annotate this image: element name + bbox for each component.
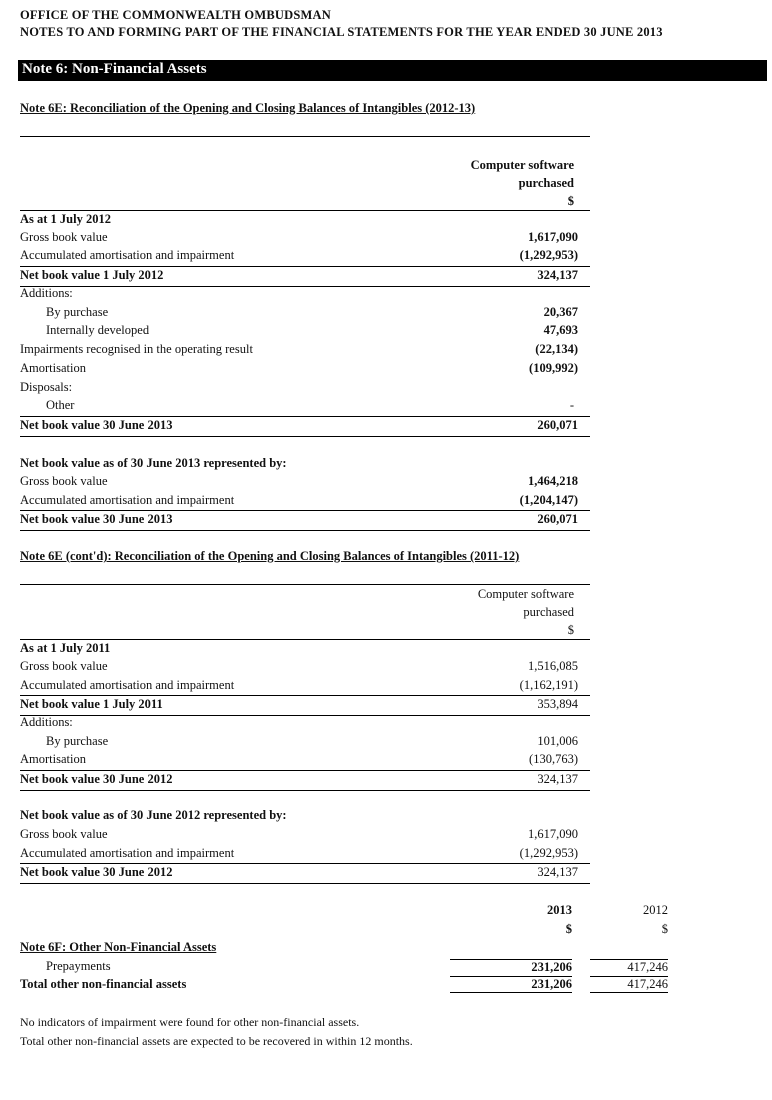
row-value: 1,516,085 [528,659,578,673]
row-value: 101,006 [537,734,578,748]
row-value-2013: 231,206 [450,976,572,993]
row-label: Additions: [20,286,73,300]
table-row [20,826,590,845]
row-label: Accumulated amortisation and impairment [20,493,235,507]
row-label: Prepayments [46,959,111,973]
table-row [20,416,590,437]
row-label: Amortisation [20,361,86,375]
table-row [20,677,590,696]
row-value: - [569,398,574,412]
row-value: 324,137 [537,268,578,282]
note6e-represented-title: Net book value as of 30 June 2013 represented by: [20,456,287,470]
row-value: 324,137 [537,772,578,786]
table-row [20,639,590,659]
row-label: Accumulated amortisation and impairment [20,846,235,860]
row-label: As at 1 July 2012 [20,212,111,226]
table-row [20,695,590,716]
row-value-2012: 417,246 [590,959,668,975]
row-label: Gross book value [20,474,108,488]
row-label: Gross book value [20,827,108,841]
table-row [20,285,590,304]
note6e-cont-title: Note 6E (cont'd): Reconciliation of the Opening and Closing Balances of Intangibles (2011-12) [20,549,520,563]
table-row [20,247,590,266]
note-title: Note 6: Non-Financial Assets [22,61,207,77]
table-row [20,770,590,791]
table-row [20,751,590,770]
table-row [20,733,590,752]
report-header-line1: OFFICE OF THE COMMONWEALTH OMBUDSMAN [20,8,331,22]
footnote [20,1013,440,1051]
table-row [20,341,590,360]
table-row [20,714,590,733]
row-value: 260,071 [537,512,578,526]
row-value: (1,162,191) [519,678,578,692]
row-label: Additions: [20,715,73,729]
table-row [20,473,590,492]
row-value: (109,992) [529,361,578,375]
footnote-line1: No indicators of impairment were found for other non-financial assets. [20,1015,360,1029]
row-value: 1,617,090 [528,827,578,841]
table-row [20,492,590,511]
row-label: As at 1 July 2011 [20,641,111,655]
col-header-unit: $ [567,623,574,637]
table-row [20,379,590,398]
note6e-cont-represented-title: Net book value as of 30 June 2012 represented by: [20,808,287,822]
footnote-line2: Total other non-financial assets are expected to be recovered in within 12 months. [20,1034,413,1048]
row-value: (130,763) [529,752,578,766]
note6e-column-header [440,156,574,210]
row-value-2012: 417,246 [590,976,668,993]
row-label: Net book value 30 June 2013 [20,418,173,432]
note6e-cont-column-header [440,585,574,639]
table-row [20,397,590,416]
row-label: Accumulated amortisation and impairment [20,248,235,262]
row-label: Net book value 1 July 2012 [20,268,164,282]
row-value: 1,464,218 [528,474,578,488]
row-value: (1,204,147) [519,493,578,507]
table-row [20,863,590,884]
row-value: (1,292,953) [519,846,578,860]
note-title-band [18,60,767,81]
row-label: Gross book value [20,230,108,244]
row-value: 47,693 [543,323,578,337]
row-label: By purchase [46,305,109,319]
row-label: Other [46,398,75,412]
table-row [20,210,590,230]
table-row [20,510,590,531]
row-label: Disposals: [20,380,73,394]
col-header-unit: $ [567,194,574,208]
row-label: Net book value 30 June 2012 [20,772,173,786]
row-value: 324,137 [537,865,578,879]
row-label: Internally developed [46,323,150,337]
table-row [20,658,590,677]
table-row [20,229,590,248]
col-unit-2013: $ [565,922,572,936]
col-header-line2: purchased [523,605,574,619]
row-label: Total other non-financial assets [20,977,187,991]
col-header-line1: Computer software [477,587,574,601]
row-label: By purchase [46,734,109,748]
note6f-title: Note 6F: Other Non-Financial Assets [20,940,217,954]
col-unit-2012: $ [661,922,668,936]
row-value: 260,071 [537,418,578,432]
row-label: Amortisation [20,752,86,766]
row-label: Net book value 1 July 2011 [20,697,163,711]
row-label: Impairments recognised in the operating result [20,342,253,356]
table-row [20,360,590,379]
divider [20,136,590,137]
row-value: (22,134) [535,342,578,356]
col-header-line2: purchased [518,176,574,190]
table-row [20,322,590,341]
row-label: Accumulated amortisation and impairment [20,678,235,692]
row-value: 1,617,090 [528,230,578,244]
table-row [20,266,590,287]
col-header-2013: 2013 [547,903,572,917]
col-header-line1: Computer software [470,158,574,172]
row-label: Gross book value [20,659,108,673]
row-value: (1,292,953) [519,248,578,262]
table-row [20,304,590,323]
table-row [20,845,590,864]
report-header-line2: NOTES TO AND FORMING PART OF THE FINANCIAL STATEMENTS FOR THE YEAR ENDED 30 JUNE 2013 [20,25,663,39]
row-label: Net book value 30 June 2012 [20,865,173,879]
row-value: 353,894 [537,697,578,711]
row-value: 20,367 [543,305,578,319]
col-header-2012: 2012 [643,903,668,917]
row-value-2013: 231,206 [450,959,572,975]
note6e-title: Note 6E: Reconciliation of the Opening and Closing Balances of Intangibles (2012-13) [20,101,476,115]
row-label: Net book value 30 June 2013 [20,512,173,526]
